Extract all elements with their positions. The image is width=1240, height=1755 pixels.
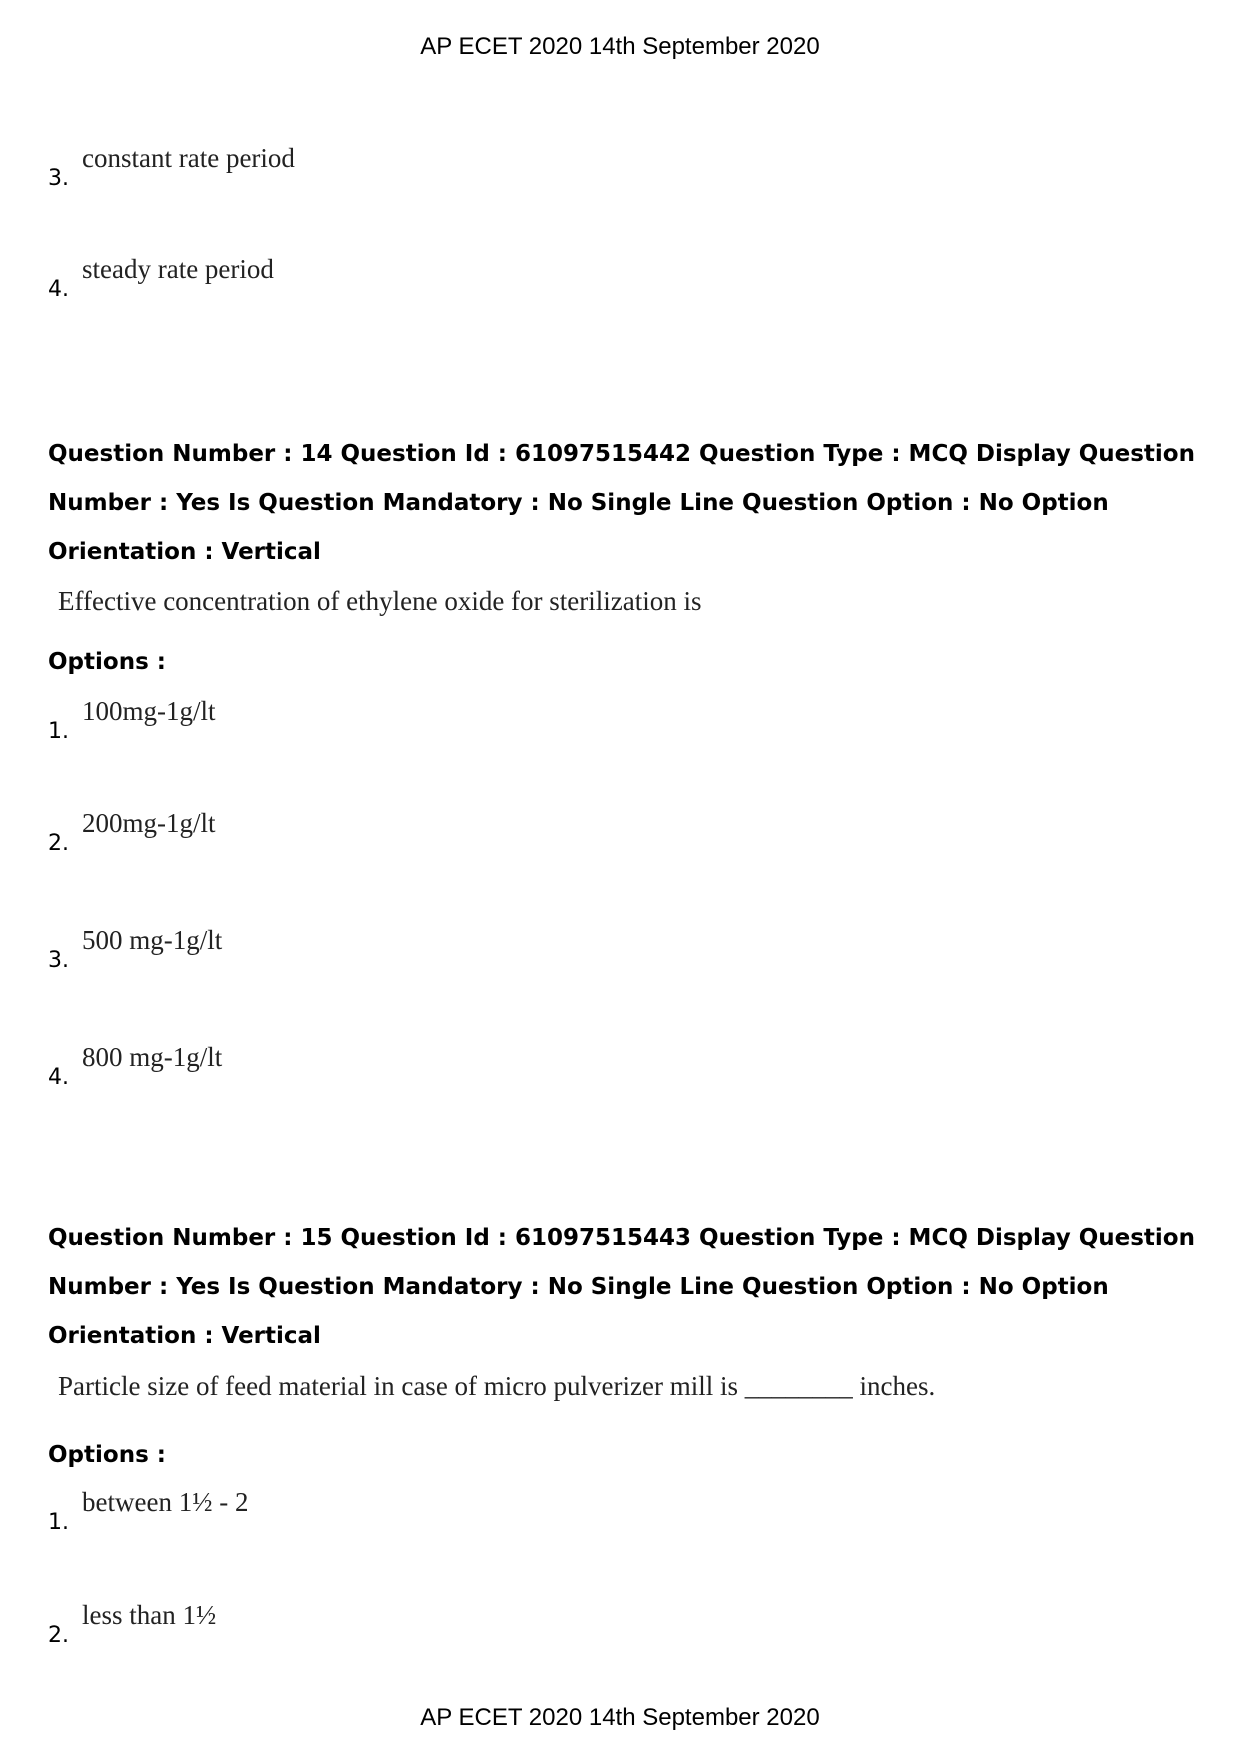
option-text: 500 mg-1g/lt — [82, 925, 223, 955]
question-meta-line: Number : Yes Is Question Mandatory : No Single Line Question Option : No Option — [48, 490, 1109, 516]
option-number: 4. — [48, 277, 69, 302]
option-text: less than 1½ — [82, 1600, 217, 1630]
option-text: steady rate period — [82, 254, 274, 284]
options-label: Options : — [48, 649, 166, 675]
option-number: 3. — [48, 166, 69, 191]
question-14-text: Effective concentration of ethylene oxide for sterilization is — [58, 586, 702, 616]
question-meta-line: Question Number : 15 Question Id : 61097515443 Question Type : MCQ Display Question — [48, 1225, 1195, 1251]
page-footer: AP ECET 2020 14th September 2020 — [420, 1704, 820, 1731]
option-text: constant rate period — [82, 143, 295, 173]
question-meta-line: Number : Yes Is Question Mandatory : No Single Line Question Option : No Option — [48, 1274, 1109, 1300]
option-number: 4. — [48, 1065, 69, 1090]
option-number: 2. — [48, 831, 69, 856]
question-meta-line: Orientation : Vertical — [48, 1323, 321, 1349]
question-meta-line: Question Number : 14 Question Id : 61097515442 Question Type : MCQ Display Question — [48, 441, 1195, 467]
question-meta-line: Orientation : Vertical — [48, 539, 321, 565]
options-label: Options : — [48, 1442, 166, 1468]
option-text: 800 mg-1g/lt — [82, 1042, 223, 1072]
option-number: 3. — [48, 948, 69, 973]
question-15-text: Particle size of feed material in case of micro pulverizer mill is ________ inches. — [58, 1371, 936, 1401]
option-number: 2. — [48, 1623, 69, 1648]
question-15-meta — [48, 1214, 1198, 1361]
option-number: 1. — [48, 719, 69, 744]
option-text: 200mg-1g/lt — [82, 808, 216, 838]
option-text: 100mg-1g/lt — [82, 696, 216, 726]
question-14-meta — [48, 430, 1198, 577]
page-header: AP ECET 2020 14th September 2020 — [420, 33, 820, 60]
option-text: between 1½ - 2 — [82, 1487, 249, 1517]
option-number: 1. — [48, 1510, 69, 1535]
